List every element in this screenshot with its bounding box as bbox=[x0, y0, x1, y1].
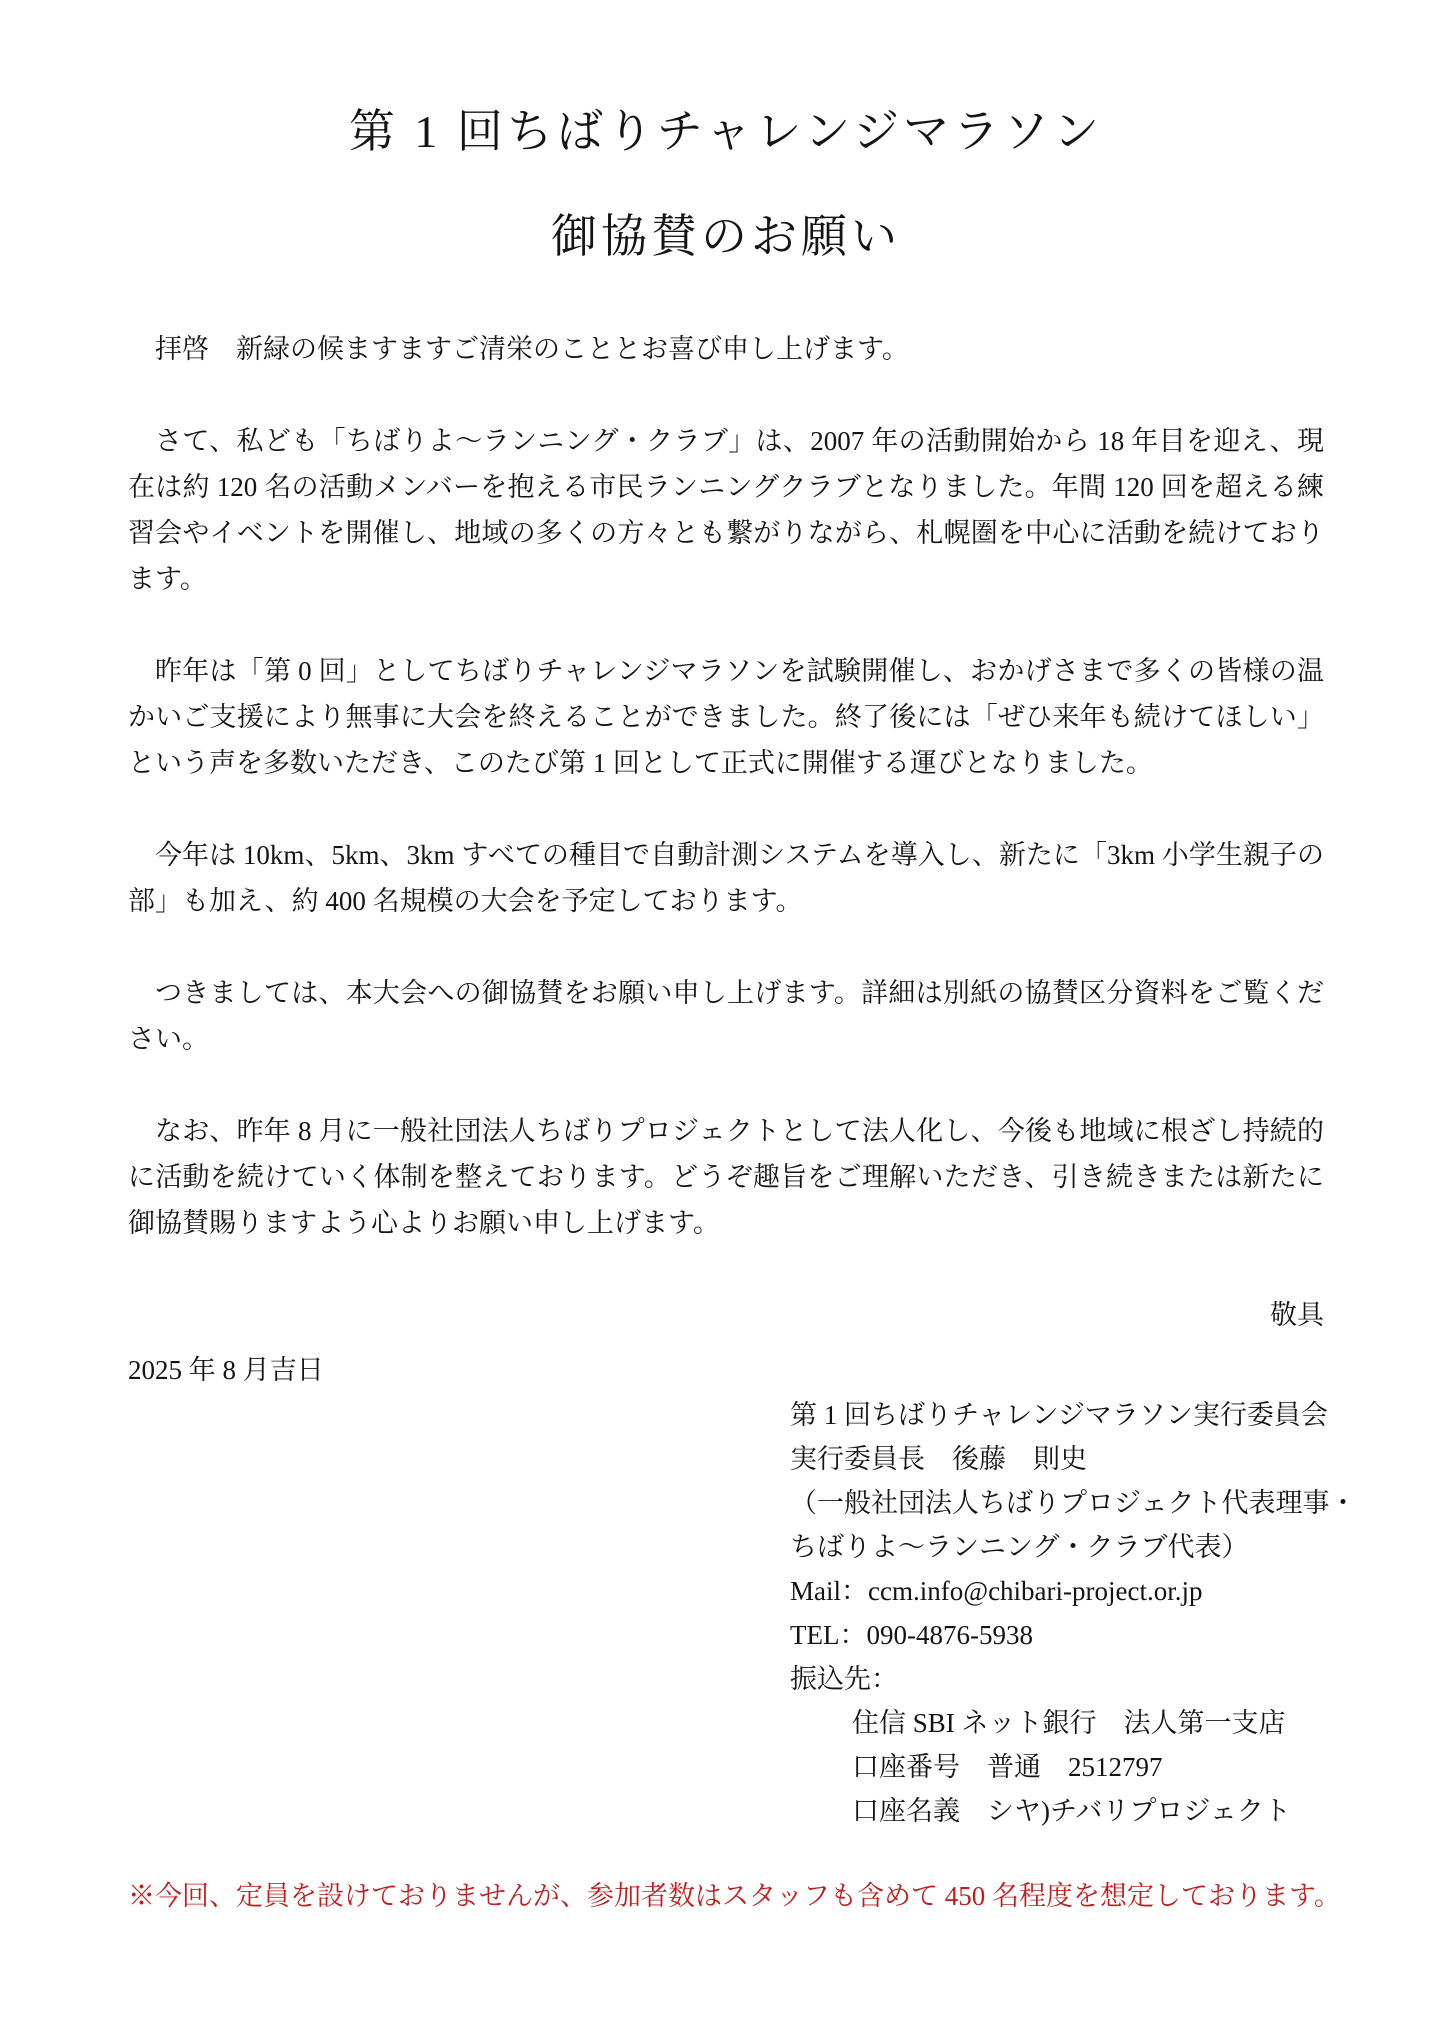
bank-line-account-number: 口座番号 普通 2512797 bbox=[852, 1752, 1163, 1783]
body-paragraph-incorporation: なお、昨年 8 月に一般社団法人ちばりプロジェクトとして法人化し、今後も地域に根ざし持続的に活動を続けていく体制を整えております。どうぞ趣旨をご理解いただき、引き続きまたは新たに御協賛賜りますよう心よりお願い申し上げます。 bbox=[128, 1116, 1324, 1239]
document-title-line2: 御協賛のお願い bbox=[551, 211, 901, 263]
body-paragraph-club-intro: さて、私ども「ちばりよ～ランニング・クラブ」は、2007 年の活動開始から 18 年目を迎え、現在は約 120 名の活動メンバーを抱える市民ランニングクラブとなりました。年間 120 回を超える練習会やイベントを開催し、地域の多くの方々とも繋がりながら、札幌圏を中心に活動を続けております。 bbox=[128, 426, 1324, 595]
signature-line-chairman: 実行委員長 後藤 則史 bbox=[790, 1444, 1087, 1475]
body-paragraph-last-year: 昨年は「第 0 回」としてちばりチャレンジマラソンを試験開催し、おかげさまで多くの皆様の温かいご支援により無事に大会を終えることができました。終了後には「ぜひ来年も続けてほしい」という声を多数いただき、このたび第 1 回として正式に開催する運びとなりました。 bbox=[128, 656, 1324, 779]
body-paragraph-sponsorship-request: つきましては、本大会への御協賛をお願い申し上げます。詳細は別紙の協賛区分資料をご覧ください。 bbox=[128, 978, 1324, 1055]
letter-body bbox=[128, 326, 1324, 1338]
signature-line-org-title-1: （一般社団法人ちばりプロジェクト代表理事・ bbox=[790, 1488, 1357, 1519]
signature-line-org-title-2: ちばりよ～ランニング・クラブ代表） bbox=[790, 1532, 1249, 1563]
greeting-line: 拝啓 新緑の候ますますご清栄のこととお喜び申し上げます。 bbox=[155, 334, 909, 365]
body-paragraph-this-year: 今年は 10km、5km、3km すべての種目で自動計測システムを導入し、新たに「3km 小学生親子の部」も加え、約 400 名規模の大会を予定しております。 bbox=[128, 840, 1324, 917]
bank-line-account-name: 口座名義 シヤ)チバリプロジェクト bbox=[852, 1796, 1291, 1827]
bank-details bbox=[790, 1701, 1324, 1833]
document-title-line1: 第 1 回ちばりチャレンジマラソン bbox=[348, 106, 1104, 157]
bank-line-bank-branch: 住信 SBI ネット銀行 法人第一支店 bbox=[852, 1708, 1286, 1739]
signature-line-transfer-label: 振込先： bbox=[790, 1664, 898, 1695]
note-red-text: ※今回、定員を設けておりませんが、参加者数はスタッフも含めて 450 名程度を想定しております。 bbox=[128, 1881, 1341, 1912]
date-line: 2025 年 8 月吉日 bbox=[128, 1355, 324, 1386]
signature-line-tel: TEL：090-4876-5938 bbox=[790, 1620, 1033, 1651]
signature-line-committee: 第 1 回ちばりチャレンジマラソン実行委員会 bbox=[790, 1400, 1328, 1431]
closing-word: 敬具 bbox=[1270, 1300, 1324, 1331]
signature-line-mail: Mail：ccm.info@chibari-project.or.jp bbox=[790, 1576, 1203, 1607]
signature-block bbox=[128, 1393, 1357, 1833]
